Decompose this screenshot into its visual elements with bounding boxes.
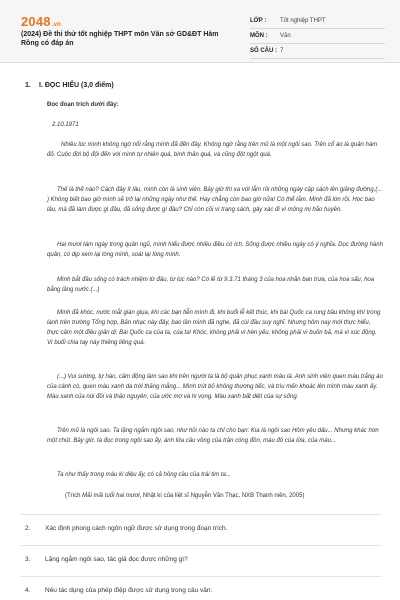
source-prefix: (Trích [65, 493, 83, 499]
question-item [25, 525, 227, 532]
passage-source [65, 491, 385, 501]
source-suffix: , Nhật kí của liệt sĩ Nguyễn Văn Thạc, NXB Thanh niên, 2005) [139, 493, 305, 499]
meta-key: LỚP : [250, 18, 267, 24]
passage-paragraph: Ta như thấy trong màu kì diệu ấy, có cả hồng cầu của trái tim ta... [57, 472, 231, 478]
logo-number: 2048 [21, 14, 51, 29]
meta-row-count [250, 44, 385, 59]
question-number: 4. [25, 587, 31, 594]
passage-paragraph: Trên mũ là ngôi sao. Ta lặng ngắm ngôi sao, như hồi nào ta chỉ cho bạn: Kia là ngôi sao Hôm yêu dấu... Nhưng khác hơn một chút. Bây giờ, ta đọc trong ngôi sao ấy, ánh lửa cầu vồng của trận công đồn, màu đỏ của lửa, của máu... [47, 428, 379, 444]
passage-paragraph: Hai mươi tám ngày trong quân ngũ, mình hiểu được nhiều điều có ích. Sống được nhiều ngày có ý nghĩa. Dọc đường hành quân, có dịp xem lại lòng mình, soát lại lòng mình. [47, 242, 383, 258]
divider [21, 514, 381, 515]
section-heading [25, 82, 114, 89]
reading-intro: Đọc đoạn trích dưới đây: [47, 102, 119, 108]
question-number: 2. [25, 525, 31, 532]
passage-paragraph: Nhiều lúc mình không ngờ nổi rằng mình đã đến đây. Không ngờ rằng trên mũ là một ngôi sao. Trên cổ áo là quân hàm đỏ. Cuộc đời bộ đội đến với mình tự nhiên quá, bình thản quá, và cũng đột ngột quá. [47, 142, 378, 158]
meta-value: Tốt nghiệp THPT [280, 18, 326, 24]
question-item [25, 587, 212, 594]
meta-row-subject [250, 29, 385, 44]
question-text: Nêu tác dụng của phép điệp được sử dụng trong câu văn: [45, 587, 213, 594]
meta-row-class [250, 14, 385, 29]
divider [21, 576, 381, 577]
question-item [25, 556, 188, 563]
logo-suffix: .vn [51, 22, 62, 28]
page-header [0, 0, 400, 63]
site-logo[interactable] [21, 14, 61, 29]
section-number: 1. [25, 82, 31, 89]
meta-key: MÔN : [250, 33, 268, 39]
source-book-title: Mãi mãi tuổi hai mươi [82, 493, 140, 499]
passage-paragraph: (...) Vui sướng, tự hào, cảm động làm sao khi trên người ta là bộ quân phục xanh màu lá. Anh sinh viên quen màu trắng áo của cánh cò, quen màu xanh da trời thăng mẫng... Mình trút bỏ không thương tiếc, và trìu mến khoác lên mình màu xanh ấy. Màu xanh của núi đồi và thảo nguyên, của ước mơ và hi vọng. Màu xanh bất diệt của sự sống. [47, 374, 383, 400]
question-text: Lặng ngắm ngôi sao, tác giả đọc được những gì? [45, 556, 188, 563]
meta-value: Văn [280, 33, 291, 39]
section-title: I. ĐỌC HIỂU (3,0 điểm) [39, 82, 114, 89]
passage-paragraph: Thế là thế nào? Cách đây ít lâu, mình còn là sinh viên. Bây giờ thì xa với lắm rồi những ngày cặp sách lên giảng đường,(... ) Không biết bao giờ mình sẽ trở lại những ngày như thế. Hay chẳng còn bao giờ nữa! Có thể lắm. Mình đã lớn rồi. Học bao lâu, mà đã làm được gì đâu, đã sống được gì đâu? Chỉ còn cõi vì trang sách, gây xác đi vì mộng mị hão huyền. [47, 187, 383, 213]
passage-paragraph: Mình bắt đầu sống có trách nhiệm từ đâu, từ lúc nào? Có lẽ từ 9.3.71 tháng 3 của hoa nhãn ban trưa, của hoa sấu, hoa bằng lăng nước.(...) [47, 277, 375, 293]
exam-meta [250, 14, 385, 59]
exam-title: (2024) Đề thi thử tốt nghiệp THPT môn Văn sở GD&ĐT Hàm Rồng có đáp án [21, 31, 219, 47]
meta-value: 7 [280, 48, 284, 54]
passage-paragraph: Mình đã khóc, nước mắt giàn giụa, khi các bạn tiễn mình đi, khi buổi lễ kết thúc, khi bài Quốc ca rung bầu không khí trong lành trên trường Tổng hợp. Bản nhạc này đây, bao lần mình đã nghe, đã cùi đầu suy nghĩ. Nhưng hôm nay mới thực hiểu, thực cảm một điều giản dị: Bài Quốc ca của ta, của ta! Khóc, không phải vì hèn yếu, không phải vì buồn bã, mà vì xúc động. Vì buổi chia tay này thiêng liêng quá. [47, 310, 381, 346]
meta-key: SỐ CÂU : [250, 48, 277, 54]
diary-date: 2.10.1971 [52, 122, 79, 128]
question-text: Xác định phong cách ngôn ngữ được sử dụng trong đoạn trích. [45, 525, 228, 532]
question-number: 3. [25, 556, 31, 563]
divider [21, 545, 381, 546]
